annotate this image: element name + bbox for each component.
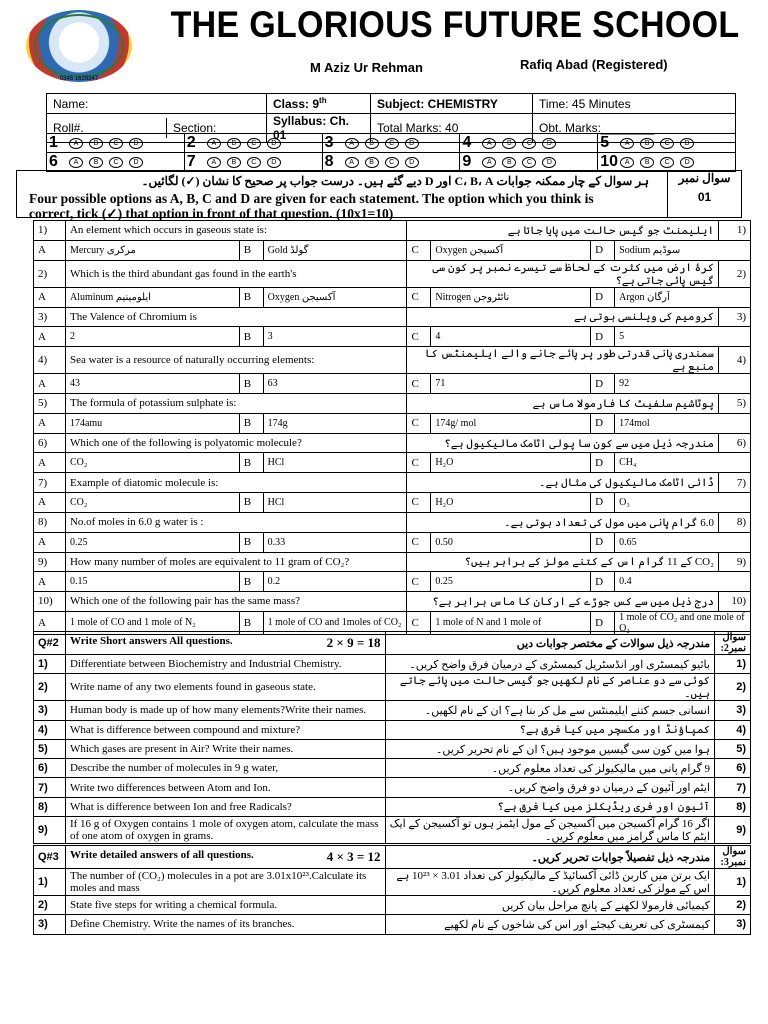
answer-bubble[interactable]: D <box>680 157 694 168</box>
option-d[interactable]: 92 <box>615 374 751 394</box>
answer-bubble[interactable]: D <box>267 157 281 168</box>
answer-bubble[interactable]: C <box>522 138 536 149</box>
option-a[interactable]: CO₂ <box>65 492 239 512</box>
mcq-number: 8) <box>34 512 66 532</box>
option-a[interactable]: 174amu <box>65 413 239 433</box>
question-number: 6) <box>34 759 66 778</box>
mcq-question-urdu: پوٹاشیم سلفیٹ کا فارمولا ماس ہے <box>407 394 719 414</box>
sawal-label: سوال نمبر <box>678 171 731 185</box>
mcq-instructions <box>16 170 742 221</box>
answer-bubble-group <box>460 153 598 172</box>
question-row <box>34 817 751 844</box>
option-b[interactable]: 1 mole of CO and 1moles of CO₂ <box>263 611 407 634</box>
syllabus-label: Syllabus: Ch. 01 <box>267 114 371 143</box>
answer-bubble[interactable]: B <box>502 138 516 149</box>
option-b[interactable]: Gold گولڈ <box>263 240 407 260</box>
time-label: Time: 45 Minutes <box>533 94 736 114</box>
mcq-question-urdu: کرومیم کی ویلنسی ہوتی ہے <box>407 307 719 327</box>
question-number-urdu: (7 <box>714 778 750 797</box>
mcq-question-row <box>34 473 751 493</box>
mcq-number: 6) <box>34 433 66 453</box>
option-label: D <box>591 240 615 260</box>
question-number: 9) <box>34 817 66 844</box>
answer-bubble[interactable]: C <box>385 138 399 149</box>
option-c[interactable]: H₂O <box>431 453 591 473</box>
q3-title: Write detailed answers of all questions. <box>69 849 254 861</box>
answer-bubble[interactable]: D <box>405 138 419 149</box>
question-number-urdu: (9 <box>714 817 750 844</box>
option-c[interactable]: 0.25 <box>431 572 591 592</box>
question-number: 4) <box>34 720 66 739</box>
name-field[interactable]: Name: <box>47 94 267 114</box>
option-label: C <box>407 572 431 592</box>
answer-bubble[interactable]: A <box>482 157 496 168</box>
question-number: 8) <box>34 797 66 816</box>
mcq-number-urdu: (2 <box>718 260 750 287</box>
answer-bubble[interactable]: B <box>227 157 241 168</box>
question-text: What is difference between compound and mixture? <box>65 720 385 739</box>
q3-urdu-label: سوال نمبر3: <box>714 846 750 869</box>
option-label: C <box>407 413 431 433</box>
mcq-question-text: Which one of the following pair has the same mass? <box>65 592 406 612</box>
logo-phone: 0345 1629347 <box>59 76 99 82</box>
answer-bubble[interactable]: D <box>680 138 694 149</box>
option-label: A <box>34 374 66 394</box>
answer-bubble[interactable]: A <box>345 157 359 168</box>
option-label: A <box>34 453 66 473</box>
bubble-question-number: 7 <box>186 153 196 170</box>
mcq-question-urdu: 6.0 گرام پانی میں مول کی تعداد ہوتی ہے۔ <box>407 512 719 532</box>
answer-bubble-group <box>460 134 598 153</box>
question-urdu: آئیون اور فری ریڈیکلز میں کیا فرق ہے؟ <box>385 797 714 816</box>
answer-bubble[interactable]: B <box>502 157 516 168</box>
answer-bubble-group <box>598 134 736 153</box>
question-row <box>34 674 751 701</box>
mcq-number-urdu: (6 <box>718 433 750 453</box>
question-row <box>34 701 751 720</box>
mcq-number: 5) <box>34 394 66 414</box>
option-b[interactable]: 3 <box>263 327 407 347</box>
option-label: C <box>407 240 431 260</box>
answer-bubble-grid <box>46 133 736 172</box>
mcq-question-urdu: ڈائی اٹامک مالیکیول کی مثال ہے۔ <box>407 473 719 493</box>
option-a[interactable]: CO₂ <box>65 453 239 473</box>
answer-bubble[interactable]: D <box>129 157 143 168</box>
bubble-question-number: 5 <box>600 134 610 151</box>
mcq-options-row <box>34 374 751 394</box>
mcq-options-row <box>34 453 751 473</box>
obtained-marks-field[interactable]: Obt. Marks:________ <box>533 114 736 143</box>
option-c[interactable]: Oxygen آکسیجن <box>431 240 591 260</box>
question-number: 2) <box>34 674 66 701</box>
answer-bubble[interactable]: A <box>620 157 634 168</box>
q2-title-cell <box>65 632 385 655</box>
mcq-question-urdu: مندرجہ ذیل میں سے کون سا پولی اٹامک مالیکیول ہے؟ <box>407 433 719 453</box>
option-a[interactable]: 0.25 <box>65 532 239 552</box>
subject-label: Subject: CHEMISTRY <box>371 94 533 114</box>
question-number-urdu: (3 <box>714 915 750 934</box>
question-number-box <box>667 171 741 217</box>
instructions-english: Four possible options as A, B, C and D are given for each statement. The option which you think is correct, tick (✓) that option in front of that question. (10x1=10) <box>29 191 594 221</box>
option-b[interactable]: HCl <box>263 453 407 473</box>
answer-bubble[interactable]: C <box>385 157 399 168</box>
option-label: D <box>591 287 615 307</box>
option-label: D <box>591 374 615 394</box>
answer-bubble[interactable]: A <box>345 138 359 149</box>
mcq-question-row <box>34 307 751 327</box>
answer-bubble[interactable]: A <box>207 138 221 149</box>
question-text: Write name of any two elements found in gaseous state. <box>65 674 385 701</box>
question-urdu: انسانی جسم کتنے ایلیمنٹس سے مل کر بنا ہے؟ ان کے نام لکھیں۔ <box>385 701 714 720</box>
q3-label: Q#3 <box>34 846 66 869</box>
roll-field[interactable]: Roll#. <box>47 118 167 138</box>
option-label: B <box>239 453 263 473</box>
answer-bubble[interactable]: B <box>89 157 103 168</box>
answer-bubble-group <box>322 153 460 172</box>
option-c[interactable]: 1 mole of N and 1 mole of <box>431 611 591 634</box>
option-a[interactable]: Aluminum ایلومینیم <box>65 287 239 307</box>
question-number: 1) <box>34 869 66 896</box>
question-urdu: 9 گرام پانی میں مالیکیولز کی تعداد معلوم کریں۔ <box>385 759 714 778</box>
option-b[interactable]: 0.33 <box>263 532 407 552</box>
option-b[interactable]: 174g <box>263 413 407 433</box>
logo-ring <box>34 14 124 78</box>
option-label: C <box>407 532 431 552</box>
answer-bubble[interactable]: C <box>660 157 674 168</box>
option-label: A <box>34 492 66 512</box>
mcq-question-text: Which one of the following is polyatomic molecule? <box>65 433 406 453</box>
mcq-number: 2) <box>34 260 66 287</box>
answer-bubble[interactable]: A <box>69 157 83 168</box>
option-d[interactable]: Sodium سوڈیم <box>615 240 751 260</box>
total-marks: Total Marks: 40 <box>371 114 533 143</box>
answer-bubble-group <box>184 153 322 172</box>
bubble-question-number: 6 <box>49 153 58 170</box>
answer-bubble[interactable]: D <box>542 138 556 149</box>
question-number-urdu: (2 <box>714 896 750 915</box>
question-number-urdu: (1 <box>714 869 750 896</box>
option-d[interactable]: O₃ <box>615 492 751 512</box>
option-d[interactable]: CH₄ <box>615 453 751 473</box>
question-number-urdu: (6 <box>714 759 750 778</box>
mcq-question-row <box>34 221 751 241</box>
question-row <box>34 896 751 915</box>
answer-bubble[interactable]: C <box>247 138 261 149</box>
answer-bubble[interactable]: A <box>69 138 83 149</box>
answer-bubble[interactable]: C <box>247 157 261 168</box>
mcq-question-urdu: ایلیمنٹ جو گیس حالت میں پایا جاتا ہے <box>407 221 719 241</box>
question-row <box>34 915 751 934</box>
option-c[interactable]: 71 <box>431 374 591 394</box>
option-a[interactable]: 1 mole of CO and 1 mole of N₂ <box>65 611 239 634</box>
question-text: Define Chemistry. Write the names of its branches. <box>65 915 385 934</box>
school-area: Rafiq Abad (Registered) <box>520 57 668 72</box>
q3-title-cell <box>65 846 385 869</box>
question-urdu: ایک برتن میں کاربن ڈائی آکسائیڈ کے مالیکیولز کی تعداد 3.01 × 10²³ ہے اس کے مولز کی تعداد معلوم کریں۔ <box>385 869 714 896</box>
answer-bubble[interactable]: D <box>129 138 143 149</box>
mcq-number-urdu: (8 <box>718 512 750 532</box>
question-urdu: کمپاؤنڈ اور مکسچر میں کیا فرق ہے؟ <box>385 720 714 739</box>
question-text: Which gases are present in Air? Write their names. <box>65 739 385 758</box>
section-field[interactable]: Section: <box>173 121 217 135</box>
answer-bubble[interactable]: A <box>620 138 634 149</box>
option-label: D <box>591 572 615 592</box>
option-b[interactable]: Oxygen آکسیجن <box>263 287 407 307</box>
option-label: B <box>239 240 263 260</box>
question-number-urdu: (5 <box>714 739 750 758</box>
mcq-question-urdu: سمندری پانی قدرتی طور پر پائے جانے والے ایلیمنٹس کا منبع ہے <box>407 347 719 374</box>
mcq-options-row <box>34 532 751 552</box>
question-text: Describe the number of molecules in 9 g water, <box>65 759 385 778</box>
q3-urdu-title: مندرجہ ذیل تفصیلاً جوابات تحریر کریں۔ <box>385 846 714 869</box>
question-number: 3) <box>34 915 66 934</box>
question-number: 5) <box>34 739 66 758</box>
mcq-question-row <box>34 592 751 612</box>
question-text: Write two differences between Atom and Ion. <box>65 778 385 797</box>
mcq-number: 3) <box>34 307 66 327</box>
answer-bubble[interactable]: B <box>365 157 379 168</box>
answer-bubble[interactable]: B <box>89 138 103 149</box>
bubble-question-number: 9 <box>462 153 472 170</box>
option-label: D <box>591 611 615 634</box>
mcq-question-text: Which is the third abundant gas found in the earth's <box>65 260 406 287</box>
short-questions-table <box>33 631 751 844</box>
answer-bubble-group <box>47 134 185 153</box>
question-text: State five steps for writing a chemical formula. <box>65 896 385 915</box>
option-label: B <box>239 287 263 307</box>
option-c[interactable]: 174g/ mol <box>431 413 591 433</box>
question-urdu: کیمسٹری کی تعریف کیجئے اور اس کی شاخوں کے نام لکھیے <box>385 915 714 934</box>
option-a[interactable]: 0.15 <box>65 572 239 592</box>
option-label: A <box>34 572 66 592</box>
question-row <box>34 778 751 797</box>
class-label: Class: 9th <box>267 94 371 114</box>
question-number: 1) <box>34 655 66 674</box>
answer-bubble[interactable]: C <box>522 157 536 168</box>
answer-bubble[interactable]: A <box>482 138 496 149</box>
option-a[interactable]: 2 <box>65 327 239 347</box>
mcq-options-row <box>34 413 751 433</box>
option-label: B <box>239 492 263 512</box>
mcq-number: 9) <box>34 552 66 572</box>
question-number-urdu: (3 <box>714 701 750 720</box>
answer-bubble[interactable]: D <box>267 138 281 149</box>
option-label: C <box>407 327 431 347</box>
question-number: 7) <box>34 778 66 797</box>
mcq-question-row <box>34 347 751 374</box>
question-number: 2) <box>34 896 66 915</box>
mcq-question-text: An element which occurs in gaseous state is: <box>65 221 406 241</box>
mcq-question-text: Example of diatomic molecule is: <box>65 473 406 493</box>
option-label: B <box>239 374 263 394</box>
question-urdu: ایٹم اور آئیون کے درمیان دو فرق واضح کریں۔ <box>385 778 714 797</box>
option-label: C <box>407 374 431 394</box>
bubble-question-number: 2 <box>186 134 196 151</box>
answer-bubble[interactable]: D <box>405 157 419 168</box>
bubble-question-number: 1 <box>49 134 58 151</box>
question-row <box>34 797 751 816</box>
q2-urdu-title: مندرجہ ذیل سوالات کے مختصر جوابات دیں <box>385 632 714 655</box>
question-row <box>34 655 751 674</box>
question-row <box>34 720 751 739</box>
mcq-number: 10) <box>34 592 66 612</box>
mcq-number-urdu: (1 <box>718 221 750 241</box>
option-c[interactable]: 0.50 <box>431 532 591 552</box>
option-c[interactable]: 4 <box>431 327 591 347</box>
mcq-number-urdu: (9 <box>718 552 750 572</box>
option-d[interactable]: 0.4 <box>615 572 751 592</box>
option-b[interactable]: 63 <box>263 374 407 394</box>
answer-bubble[interactable]: B <box>365 138 379 149</box>
option-label: A <box>34 532 66 552</box>
option-d[interactable]: 1 mole of CO₂ and one mole of O₂ <box>615 611 751 634</box>
answer-bubble[interactable]: D <box>542 157 556 168</box>
answer-bubble-group <box>184 134 322 153</box>
mcq-options-row <box>34 492 751 512</box>
q3-marks: 4 × 3 = 12 <box>326 849 381 864</box>
question-row <box>34 759 751 778</box>
mcq-number: 7) <box>34 473 66 493</box>
answer-bubble[interactable]: C <box>660 138 674 149</box>
answer-bubble[interactable]: C <box>109 138 123 149</box>
instructions-urdu: ہر سوال کے چار ممکنہ جوابات C، B، A اور D دیے گئے ہیں۔ درست جواب پر صحیح کا نشان (✓) لگائیں۔ <box>141 174 649 188</box>
question-number-urdu: (2 <box>714 674 750 701</box>
question-row <box>34 869 751 896</box>
option-label: D <box>591 532 615 552</box>
option-label: A <box>34 413 66 433</box>
option-c[interactable]: H₂O <box>431 492 591 512</box>
option-label: C <box>407 453 431 473</box>
option-label: C <box>407 492 431 512</box>
answer-bubble[interactable]: B <box>227 138 241 149</box>
option-label: B <box>239 572 263 592</box>
question-urdu: بائیو کیمسٹری اور انڈسٹریل کیمسٹری کے درمیان فرق واضح کریں۔ <box>385 655 714 674</box>
mcq-question-urdu: CO₂ کے 11 گرام اس کے کتنے مولز کے برابر ہیں؟ <box>407 552 719 572</box>
option-label: D <box>591 492 615 512</box>
mcq-question-row <box>34 394 751 414</box>
bubble-question-number: 4 <box>462 134 472 151</box>
mcq-question-row <box>34 433 751 453</box>
mcq-options-row <box>34 240 751 260</box>
q2-title: Write Short answers All questions. <box>69 635 233 647</box>
question-text: Differentiate between Biochemistry and Industrial Chemistry. <box>65 655 385 674</box>
mcq-options-row <box>34 327 751 347</box>
option-label: A <box>34 611 66 634</box>
option-d[interactable]: Argon آرگان <box>615 287 751 307</box>
header <box>0 0 768 92</box>
mcq-number: 1) <box>34 221 66 241</box>
bubble-question-number: 8 <box>324 153 334 170</box>
mcq-question-text: How many number of moles are equivalent to 11 gram of CO₂? <box>65 552 406 572</box>
option-label: B <box>239 532 263 552</box>
mcq-options-row <box>34 572 751 592</box>
question-urdu: اگر 16 گرام آکسیجن میں آکسیجن کے مول ایٹمز ہوں تو آکسیجن کے ایک ایٹم کا ماس گرامز میں معلوم کریں۔ <box>385 817 714 844</box>
option-label: B <box>239 611 263 634</box>
school-name: THE GLORIOUS FUTURE SCHOOL <box>170 4 740 46</box>
question-number: 3) <box>34 701 66 720</box>
answer-bubble-group <box>322 134 460 153</box>
q2-marks: 2 × 9 = 18 <box>326 635 381 650</box>
option-d[interactable]: 0.65 <box>615 532 751 552</box>
question-text: The number of (CO₂) molecules in a pot are 3.01x10²³.Calculate its moles and mass <box>65 869 385 896</box>
mcq-options-row <box>34 287 751 307</box>
mcq-number-urdu: (4 <box>718 347 750 374</box>
option-label: B <box>239 413 263 433</box>
mcq-question-text: Sea water is a resource of naturally occurring elements: <box>65 347 406 374</box>
question-text: If 16 g of Oxygen contains 1 mole of oxygen atom, calculate the mass of one atom of oxygen in grams. <box>65 817 385 844</box>
author-name: M Aziz Ur Rehman <box>310 60 423 75</box>
answer-bubble-group <box>47 153 185 172</box>
mcq-question-text: The formula of potassium sulphate is: <box>65 394 406 414</box>
mcq-number-urdu: (3 <box>718 307 750 327</box>
option-label: D <box>591 453 615 473</box>
mcq-number-urdu: (7 <box>718 473 750 493</box>
mcq-table <box>33 220 751 635</box>
question-urdu: کوئی سے دو عناصر کے نام لکھیں جو گیسی حالت میں پائے جاتے ہیں۔ <box>385 674 714 701</box>
mcq-question-urdu: کرۂ ارض میں کثرت کے لحاظ سے تیسرے نمبر پر کون سی گیس پائی جاتی ہے؟ <box>407 260 719 287</box>
option-label: A <box>34 327 66 347</box>
mcq-question-row <box>34 552 751 572</box>
bubble-question-number: 3 <box>324 134 334 151</box>
answer-bubble-group <box>598 153 736 172</box>
answer-bubble[interactable]: B <box>640 157 654 168</box>
option-b[interactable]: 0.2 <box>263 572 407 592</box>
q2-label: Q#2 <box>34 632 66 655</box>
option-label: D <box>591 413 615 433</box>
answer-bubble[interactable]: A <box>207 157 221 168</box>
mcq-question-text: No.of moles in 6.0 g water is : <box>65 512 406 532</box>
option-label: A <box>34 240 66 260</box>
mcq-question-row <box>34 512 751 532</box>
option-c[interactable]: Nitrogen نائٹروجن <box>431 287 591 307</box>
option-label: C <box>407 287 431 307</box>
option-label: B <box>239 327 263 347</box>
option-d[interactable]: 174mol <box>615 413 751 433</box>
answer-bubble[interactable]: C <box>109 157 123 168</box>
option-a[interactable]: 43 <box>65 374 239 394</box>
long-questions-table <box>33 845 751 935</box>
question-text: Human body is made up of how many elements?Write their names. <box>65 701 385 720</box>
mcq-number-urdu: (10 <box>718 592 750 612</box>
option-label: A <box>34 287 66 307</box>
question-urdu: ہوا میں کون سی گیسیں موجود ہیں؟ ان کے نام تحریر کریں۔ <box>385 739 714 758</box>
q2-urdu-label: سوال نمبر2: <box>714 632 750 655</box>
mcq-question-urdu: درج ذیل میں سے کس جوڑے کے ارکان کا ماس برابر ہے؟ <box>407 592 719 612</box>
question-row <box>34 739 751 758</box>
option-label: D <box>591 327 615 347</box>
question-number-urdu: (4 <box>714 720 750 739</box>
question-urdu: کیمیائی فارمولا لکھنے کے پانچ مراحل بیان کریں <box>385 896 714 915</box>
answer-bubble[interactable]: B <box>640 138 654 149</box>
bubble-question-number: 10 <box>600 153 618 170</box>
option-a[interactable]: Mercury مرکری <box>65 240 239 260</box>
question-number-urdu: (8 <box>714 797 750 816</box>
sawal-number: 01 <box>697 190 712 204</box>
mcq-number: 4) <box>34 347 66 374</box>
mcq-question-row <box>34 260 751 287</box>
mcq-question-text: The Valence of Chromium is <box>65 307 406 327</box>
option-d[interactable]: 5 <box>615 327 751 347</box>
question-number-urdu: (1 <box>714 655 750 674</box>
option-b[interactable]: HCl <box>263 492 407 512</box>
question-text: What is difference between Ion and free Radicals? <box>65 797 385 816</box>
mcq-number-urdu: (5 <box>718 394 750 414</box>
option-label: C <box>407 611 431 634</box>
